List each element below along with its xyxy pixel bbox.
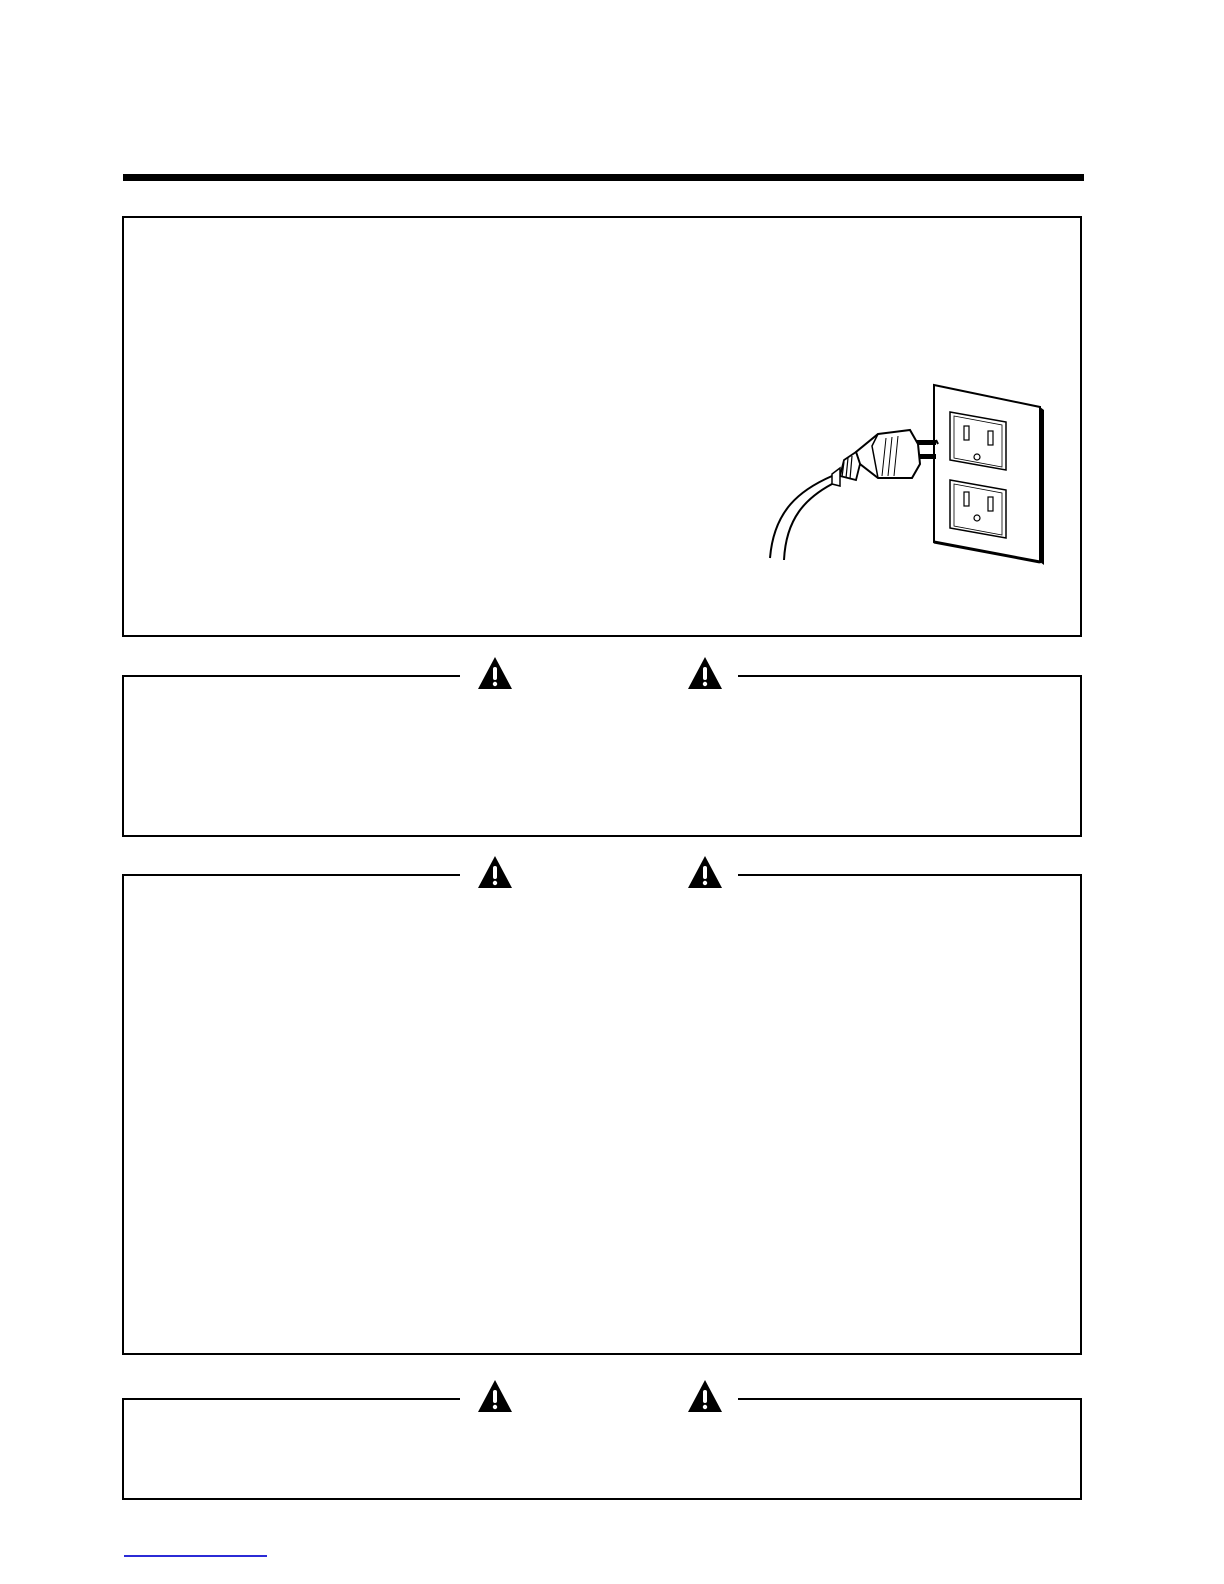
warning-icon	[687, 656, 723, 690]
caution-section-2	[122, 874, 1082, 1355]
caution-section-1	[122, 675, 1082, 837]
header-rule	[123, 174, 1084, 181]
warning-icon	[687, 855, 723, 889]
warning-icon	[687, 1379, 723, 1413]
warning-icon	[477, 1379, 513, 1413]
warning-icon	[477, 855, 513, 889]
plug-outlet-illustration	[760, 380, 1045, 570]
warning-icon	[477, 656, 513, 690]
footer-link-underline[interactable]	[124, 1555, 267, 1557]
